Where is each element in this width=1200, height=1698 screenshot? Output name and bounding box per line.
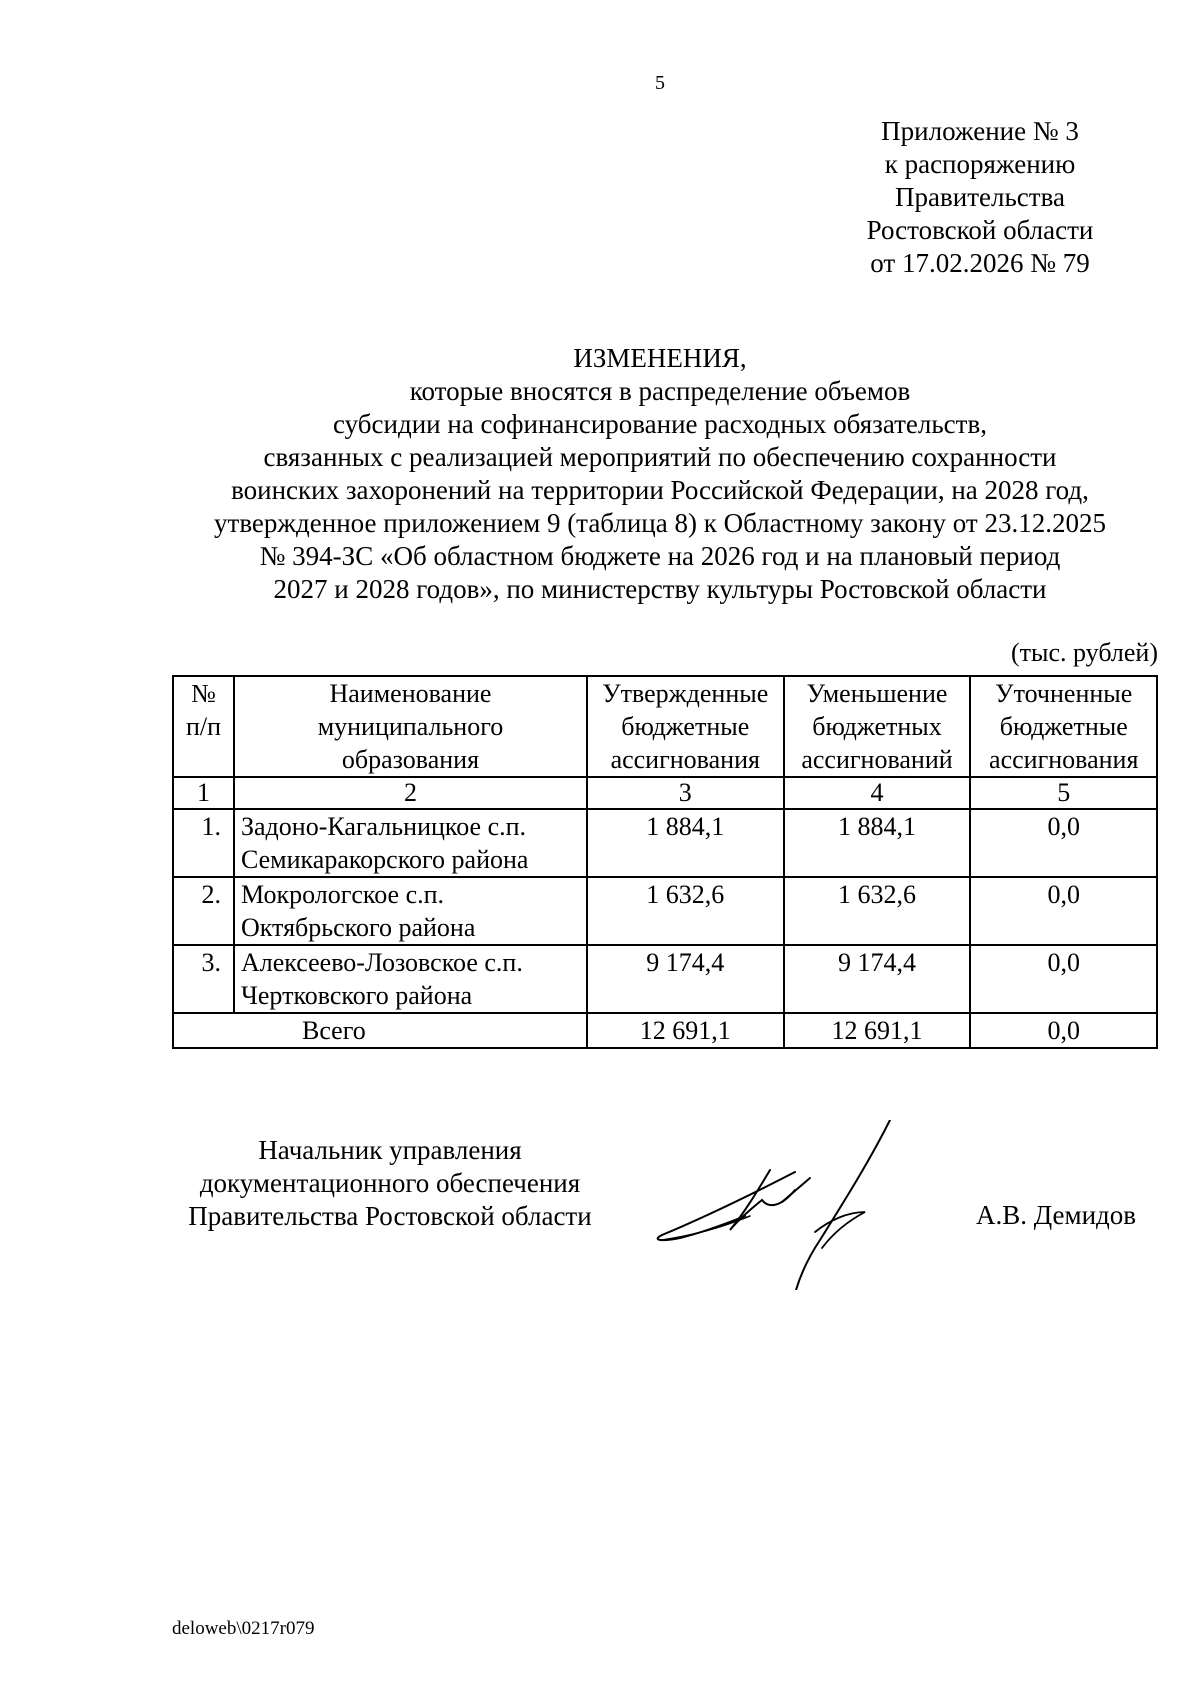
- approved-value: 1 632,6: [587, 877, 784, 945]
- total-label: Всего: [234, 1013, 587, 1048]
- header-number: № п/п: [173, 676, 234, 777]
- total-row: [173, 1013, 1157, 1048]
- appendix-line-3: Правительства: [895, 182, 1065, 212]
- decrease-value: 1 884,1: [784, 809, 971, 877]
- title-line-2: субсидии на софинансирование расходных обязательств,: [333, 409, 987, 439]
- header-adjusted: Уточненные бюджетные ассигнования: [970, 676, 1157, 777]
- title-heading: ИЗМЕНЕНИЯ,: [573, 343, 747, 373]
- total-decrease: 12 691,1: [784, 1013, 971, 1048]
- row-number: 2.: [173, 877, 234, 945]
- row-number: 1.: [173, 809, 234, 877]
- row-number: 3.: [173, 945, 234, 1013]
- decrease-value: 9 174,4: [784, 945, 971, 1013]
- title-line-4: воинских захоронений на территории Российской Федерации, на 2028 год,: [231, 475, 1089, 505]
- municipality-name: Мокрологское с.п. Октябрьского района: [234, 877, 587, 945]
- adjusted-value: 0,0: [970, 945, 1157, 1013]
- header-decrease: Уменьшение бюджетных ассигнований: [784, 676, 971, 777]
- title-line-1: которые вносятся в распределение объемов: [409, 376, 911, 406]
- table-header-row: [173, 676, 1157, 777]
- total-adjusted: 0,0: [970, 1013, 1157, 1048]
- page-number: 5: [655, 72, 665, 94]
- signatory-position: Начальник управления документационного обеспечения Правительства Ростовской области: [188, 1135, 592, 1231]
- document-footer-code: deloweb\0217r079: [172, 1618, 315, 1639]
- header-approved: Утвержденные бюджетные ассигнования: [587, 676, 784, 777]
- title-line-7: 2027 и 2028 годов», по министерству культуры Ростовской области: [273, 574, 1047, 604]
- adjusted-value: 0,0: [970, 809, 1157, 877]
- approved-value: 1 884,1: [587, 809, 784, 877]
- table-row: [173, 945, 1157, 1013]
- appendix-line-5: от 17.02.2026 № 79: [870, 248, 1090, 278]
- appendix-line-1: Приложение № 3: [881, 116, 1079, 146]
- appendix-line-4: Ростовской области: [866, 215, 1094, 245]
- column-number: 2: [234, 777, 587, 809]
- column-number: 4: [784, 777, 971, 809]
- municipality-name: Алексеево-Лозовское с.п. Чертковского района: [234, 945, 587, 1013]
- approved-value: 9 174,4: [587, 945, 784, 1013]
- header-municipality: Наименование муниципального образования: [234, 676, 587, 777]
- total-empty-cell: [173, 1013, 234, 1048]
- document-title: [130, 342, 1190, 606]
- title-line-3: связанных с реализацией мероприятий по обеспечению сохранности: [263, 442, 1057, 472]
- signatory-name: А.В. Демидов: [976, 1200, 1137, 1230]
- column-number: 5: [970, 777, 1157, 809]
- municipality-name: Задоно-Кагальницкое с.п. Семикаракорского района: [234, 809, 587, 877]
- appendix-line-2: к распоряжению: [884, 149, 1076, 179]
- unit-label: (тыс. рублей): [1010, 638, 1158, 667]
- total-approved: 12 691,1: [587, 1013, 784, 1048]
- decrease-value: 1 632,6: [784, 877, 971, 945]
- subsidy-table: [172, 675, 1158, 1049]
- table-row: [173, 877, 1157, 945]
- table-row: [173, 809, 1157, 877]
- column-number: 1: [173, 777, 234, 809]
- adjusted-value: 0,0: [970, 877, 1157, 945]
- column-number: 3: [587, 777, 784, 809]
- column-number-row: [173, 777, 1157, 809]
- appendix-block: [820, 115, 1140, 280]
- title-line-5: утвержденное приложением 9 (таблица 8) к Областному закону от 23.12.2025: [214, 508, 1106, 538]
- handwritten-signature: [650, 1120, 950, 1290]
- title-line-6: № 394-ЗС «Об областном бюджете на 2026 год и на плановый период: [259, 541, 1061, 571]
